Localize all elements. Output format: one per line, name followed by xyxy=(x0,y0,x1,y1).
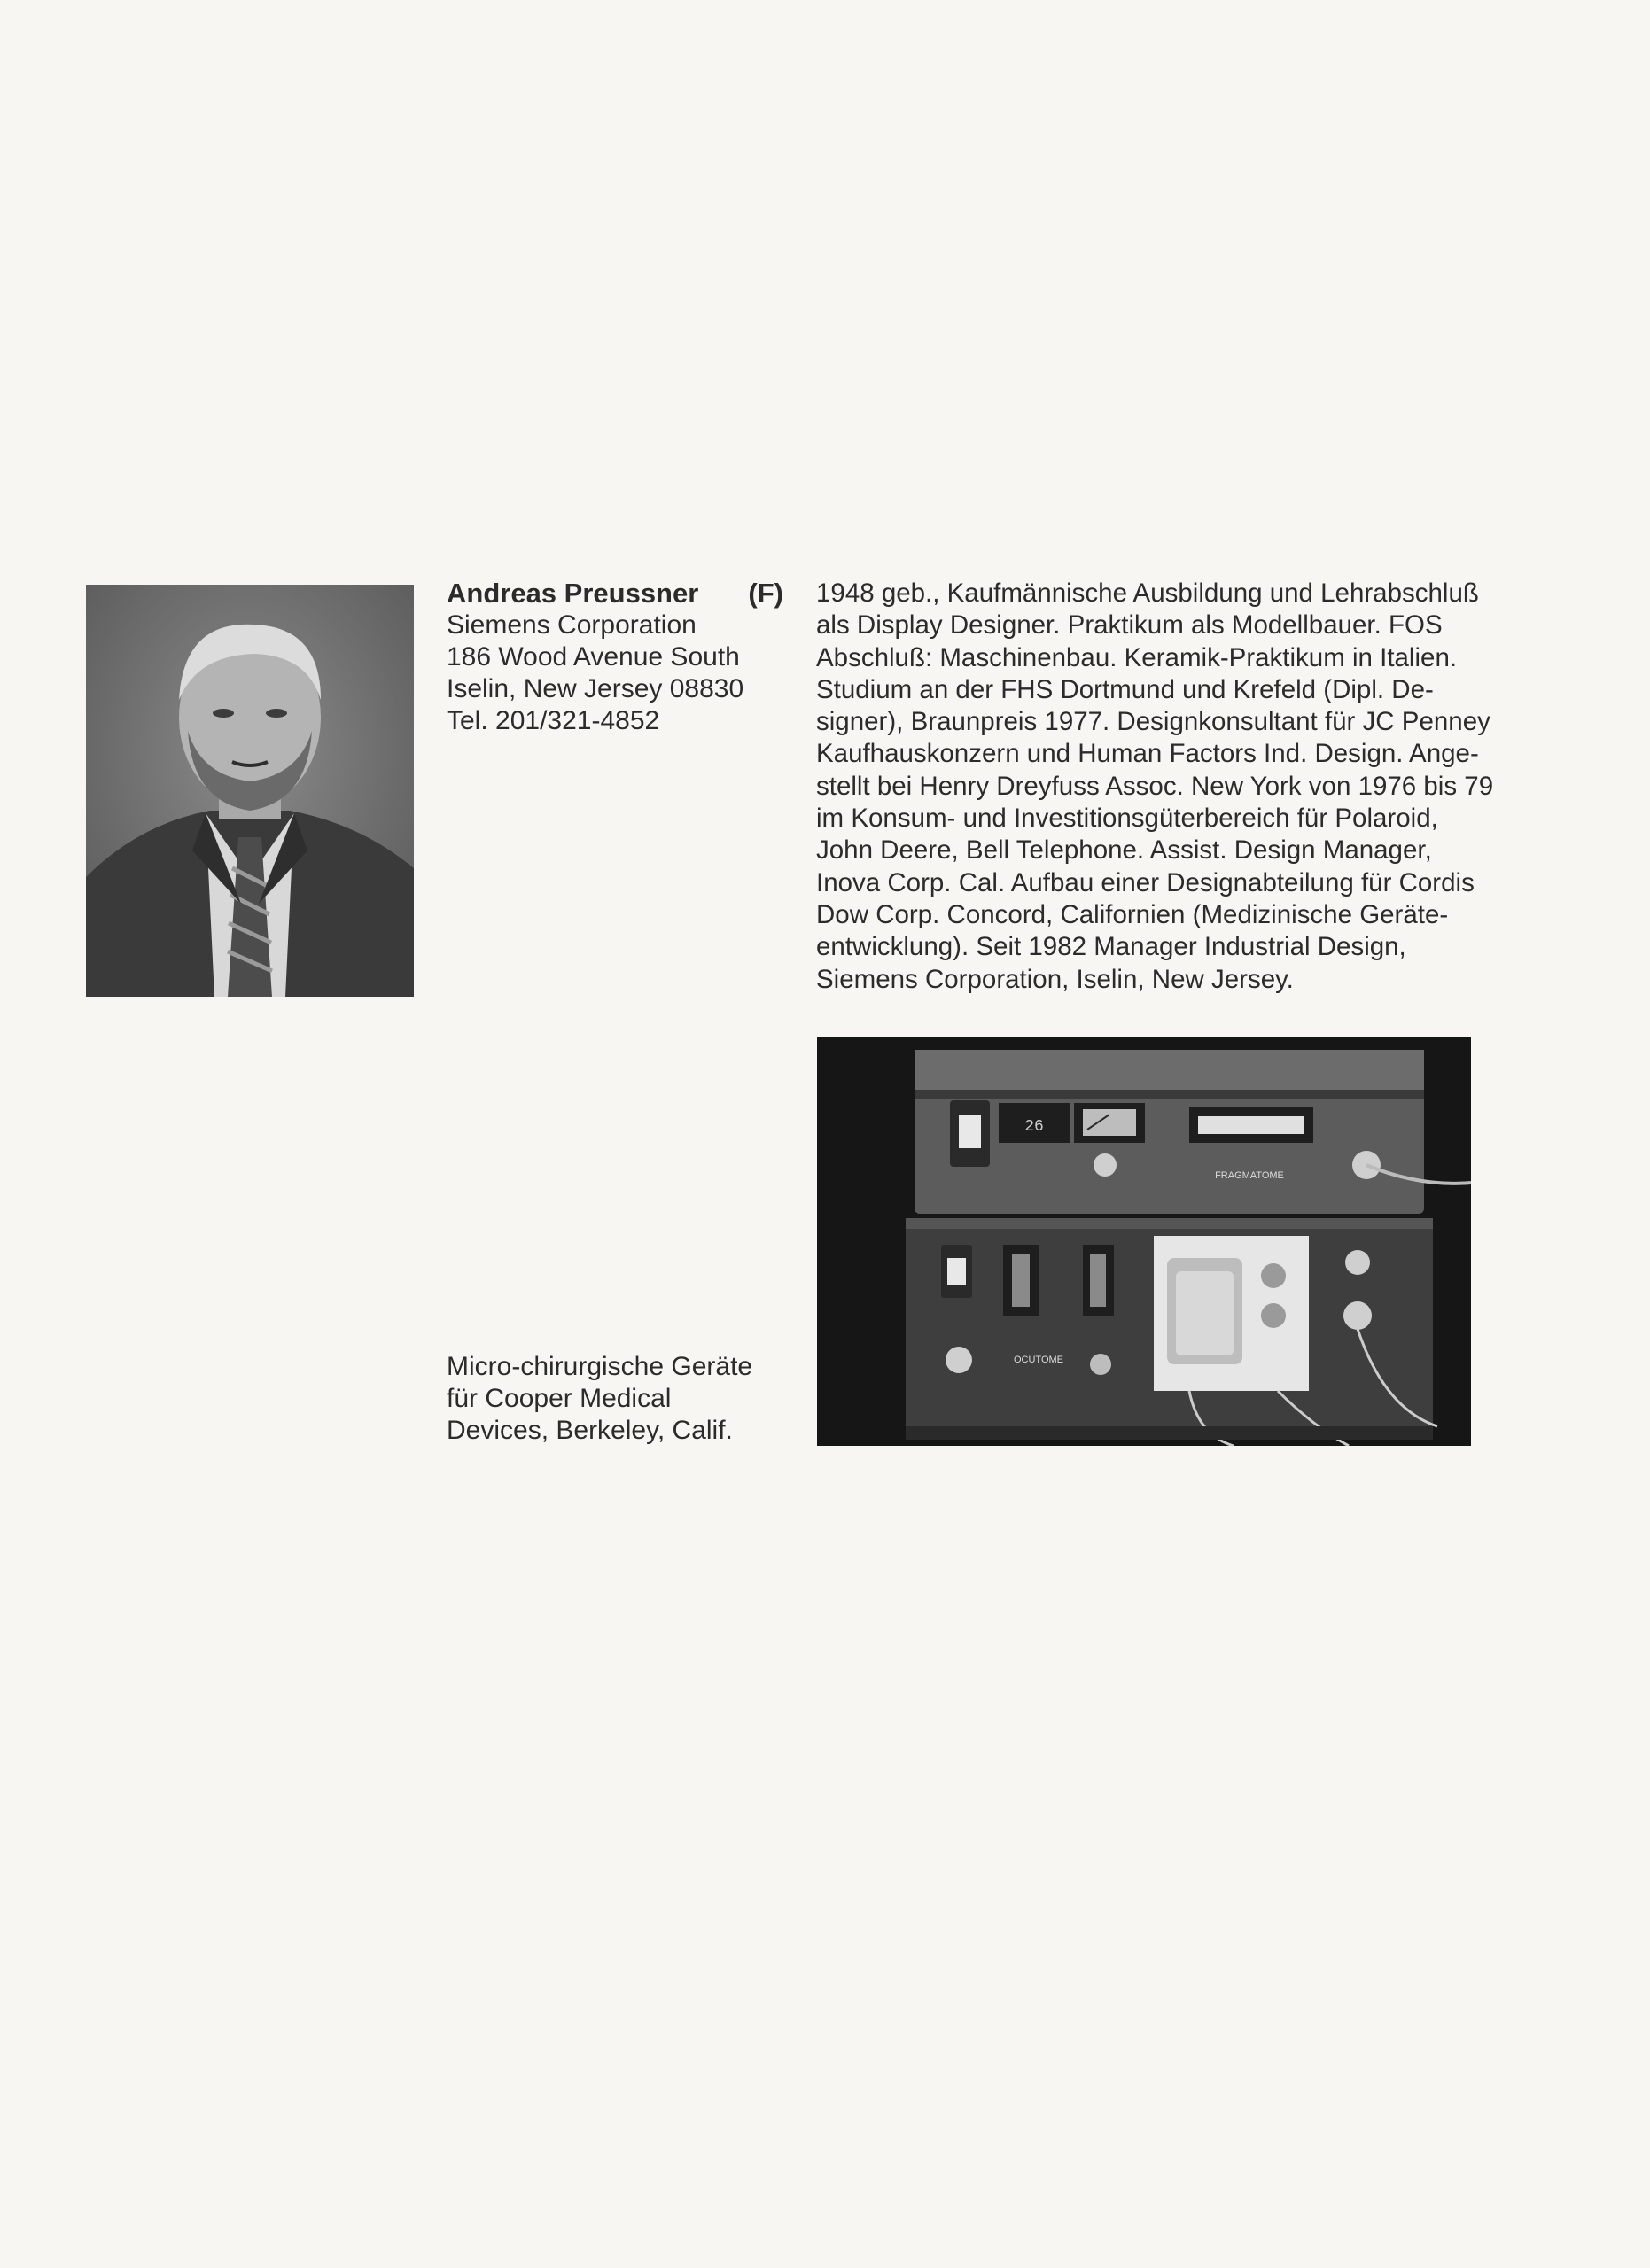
bio-line: Kaufhauskonzern und Human Factors Ind. Design. Ange- xyxy=(816,739,1479,769)
portrait-photo xyxy=(86,585,414,997)
address-line: 186 Wood Avenue South xyxy=(447,642,740,672)
name-tag: (F) xyxy=(748,578,783,609)
medical-device-photo xyxy=(817,1037,1471,1446)
bio-line: Dow Corp. Concord, Californien (Medizinische Geräte- xyxy=(816,899,1449,929)
bio-line: Studium an der FHS Dortmund und Krefeld (Dipl. De- xyxy=(816,674,1434,704)
address-line: Iselin, New Jersey 08830 xyxy=(447,674,744,703)
bio-line: als Display Designer. Praktikum als Modellbauer. FOS xyxy=(816,610,1443,641)
photo-caption xyxy=(447,1351,783,1447)
bio-line: signer), Braunpreis 1977. Designkonsultant für JC Penney xyxy=(816,707,1490,737)
display-readout: 26 xyxy=(1024,1118,1044,1136)
bio-line: stellt bei Henry Dreyfuss Assoc. New York von 1976 bis 79 xyxy=(816,771,1494,801)
phone-line: Tel. 201/321-4852 xyxy=(447,706,660,735)
caption-line: Micro-chirurgische Geräte xyxy=(447,1352,753,1381)
bio-line: John Deere, Bell Telephone. Assist. Design Manager, xyxy=(816,835,1432,866)
bio-line: entwicklung). Seit 1982 Manager Industrial Design, xyxy=(816,932,1406,962)
biography-text xyxy=(816,578,1494,996)
address-line: Siemens Corporation xyxy=(447,610,697,640)
name-row xyxy=(447,578,783,610)
caption-line: für Cooper Medical xyxy=(447,1384,672,1413)
person-name: Andreas Preussner xyxy=(447,578,699,609)
top-unit-brand: FRAGMATOME xyxy=(1215,1170,1284,1181)
caption-line: Devices, Berkeley, Calif. xyxy=(447,1416,733,1445)
bio-line: Abschluß: Maschinenbau. Keramik-Praktikum in Italien. xyxy=(816,642,1458,672)
bio-line: Siemens Corporation, Iselin, New Jersey. xyxy=(816,964,1294,994)
bottom-unit-brand: OCUTOME xyxy=(1013,1355,1064,1365)
bio-line: im Konsum- und Investitionsgüterbereich für Polaroid, xyxy=(816,804,1438,834)
bio-line: Inova Corp. Cal. Aufbau einer Designabteilung für Cordis xyxy=(816,867,1475,897)
bio-line: 1948 geb., Kaufmännische Ausbildung und Lehrabschluß xyxy=(816,579,1479,608)
contact-block xyxy=(447,578,783,737)
